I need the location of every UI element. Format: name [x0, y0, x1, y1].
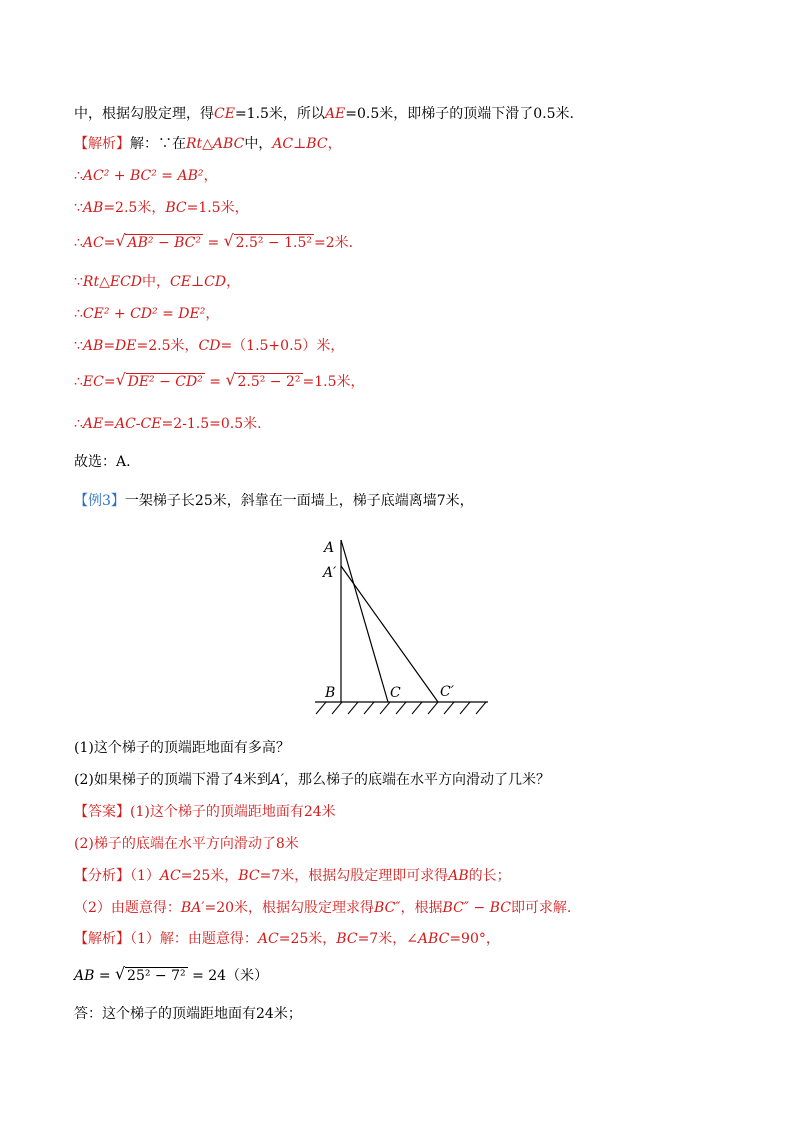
text: =1.5米，所以 [234, 106, 325, 122]
text: = [103, 374, 116, 390]
text: =2-1.5=0.5米. [161, 416, 262, 432]
var-ab: AB [448, 868, 469, 884]
text: (2)梯子的底端在水平方向滑动了8米 [74, 836, 299, 852]
text: =7米， [357, 931, 407, 947]
pythag-eq: AC² + BC² = AB² [82, 168, 204, 184]
text-line-9 [74, 372, 365, 392]
text-line-7 [74, 304, 219, 324]
question-1 [74, 738, 290, 758]
answer-2 [74, 834, 299, 854]
label-a-prime: A′ [323, 565, 337, 581]
var-bc-dprime: BC″ [374, 900, 401, 916]
var-ae: AE [324, 106, 346, 122]
text: 解：∵在 [130, 136, 186, 152]
text: = [103, 235, 116, 251]
text: = [94, 968, 116, 984]
var-ac: AC [257, 931, 279, 947]
var-ab: AB [82, 200, 104, 216]
solution-3 [74, 1004, 302, 1024]
text: （1）解：由题意得： [130, 931, 258, 947]
text: = [203, 235, 224, 251]
ladder-diagram [310, 530, 495, 720]
solution-2 [74, 966, 268, 986]
var-bc: BC [336, 931, 358, 947]
text: =1.5米， [302, 374, 365, 390]
text: (1)这个梯子的顶端距地面有多高？ [74, 740, 290, 756]
text: ， [327, 136, 342, 152]
therefore-symbol: ∴ [74, 374, 83, 390]
difference-expression: BC″ − BC [442, 900, 511, 916]
text: =90°， [449, 931, 500, 947]
text: =1.5米， [186, 200, 249, 216]
label-c-prime: C′ [440, 684, 454, 700]
sqrt-expression: √ 25² − 7² [115, 964, 186, 984]
var-ac: AC [159, 868, 181, 884]
answer-1 [74, 802, 336, 822]
triangle-abc: Rt△ABC [186, 136, 245, 152]
var-cd: CD [198, 338, 221, 354]
answer-tag: 【答案】 [74, 804, 130, 820]
text: =25米， [180, 868, 239, 884]
text: ， [205, 306, 220, 322]
var-ab: AB [74, 968, 95, 984]
text: ，那么梯子的底端在水平方向滑动了几米？ [284, 772, 551, 788]
because-symbol: ∵ [74, 200, 83, 216]
text: ， [203, 168, 218, 184]
text: =（1.5+0.5）米， [220, 338, 345, 354]
because-symbol: ∵ [74, 338, 83, 354]
sqrt-expression: √ AB² − BC² [115, 231, 201, 251]
therefore-symbol: ∴ [74, 306, 83, 322]
text: =0.5米，即梯子的顶端下滑了0.5米. [345, 106, 574, 122]
text: 答：这个梯子的顶端距地面有24米； [74, 1006, 302, 1022]
var-a-prime: A′ [270, 772, 285, 788]
text-line-4 [74, 198, 249, 218]
triangle-ecd: Rt△ECD [82, 274, 143, 290]
text: =2.5米， [136, 338, 199, 354]
label-b: B [325, 685, 336, 701]
therefore-symbol: ∴ [74, 416, 83, 432]
text: =2.5米， [103, 200, 166, 216]
text-line-11 [74, 452, 131, 472]
text: （1） [130, 868, 160, 884]
var-ec: EC [82, 374, 104, 390]
label-c: C [390, 685, 401, 701]
angle-abc: ∠ABC [406, 931, 450, 947]
solution-tag: 【解析】 [74, 931, 130, 947]
unit: （米） [226, 968, 269, 984]
answer-choice: 故选：A. [74, 454, 131, 470]
var-ae: AE=AC-CE [82, 416, 162, 432]
example-tag: 【例3】 [74, 493, 125, 509]
text: =25米， [278, 931, 337, 947]
problem-statement: 一架梯子长25米，斜靠在一面墙上，梯子底端离墙7米， [124, 493, 474, 509]
analysis-tag: 【分析】 [74, 868, 130, 884]
text-line-2 [74, 134, 342, 154]
text: 中， [244, 136, 273, 152]
text: 即可求解. [510, 900, 572, 916]
therefore-symbol: ∴ [74, 168, 83, 184]
pythag-eq: CE² + CD² = DE² [82, 306, 206, 322]
example-3-heading [74, 491, 474, 511]
perp-statement: CE⊥CD [170, 274, 227, 290]
text-line-5 [74, 233, 353, 253]
text: (1)这个梯子的顶端距地面有24米 [130, 804, 336, 820]
analysis-2 [74, 898, 571, 918]
because-symbol: ∵ [74, 274, 83, 290]
text: = 24 [187, 968, 227, 984]
var-ba-prime: BA′ [180, 900, 205, 916]
text-line-3 [74, 166, 218, 186]
text: ，根据 [400, 900, 443, 916]
solution-1 [74, 929, 500, 949]
text: (2)如果梯子的顶端下滑了4米到 [74, 772, 271, 788]
text-line-8 [74, 336, 344, 356]
analysis-1 [74, 866, 511, 886]
therefore-symbol: ∴ [74, 235, 83, 251]
text: ， [226, 274, 241, 290]
sqrt-expression: √ 2.5² − 2² [225, 370, 301, 390]
text-line-10 [74, 414, 262, 434]
text: 的长； [468, 868, 511, 884]
text: = [204, 374, 226, 390]
question-2 [74, 770, 550, 790]
text: =7米，根据勾股定理即可求得 [259, 868, 449, 884]
var-ac: AC [82, 235, 104, 251]
text: 中，根据勾股定理，得 [74, 106, 214, 122]
text: =2米. [314, 235, 354, 251]
text-line-1 [74, 104, 574, 124]
sqrt-expression: √ DE² − CD² [115, 370, 203, 390]
text: =20米，根据勾股定理求得 [204, 900, 375, 916]
var-bc: BC [165, 200, 187, 216]
text-line-6 [74, 272, 240, 292]
text: （2）由题意得： [74, 900, 181, 916]
perp-statement: AC⊥BC [272, 136, 328, 152]
analysis-tag: 【解析】 [74, 136, 130, 152]
var-bc: BC [238, 868, 260, 884]
ground-hatching [316, 702, 486, 714]
text: 中， [142, 274, 171, 290]
label-a: A [324, 540, 335, 556]
ladder-a1c1 [341, 566, 438, 702]
var-ce: CE [214, 106, 235, 122]
sqrt-expression: √ 2.5² − 1.5² [223, 231, 313, 251]
var-ab-de: AB=DE [82, 338, 137, 354]
